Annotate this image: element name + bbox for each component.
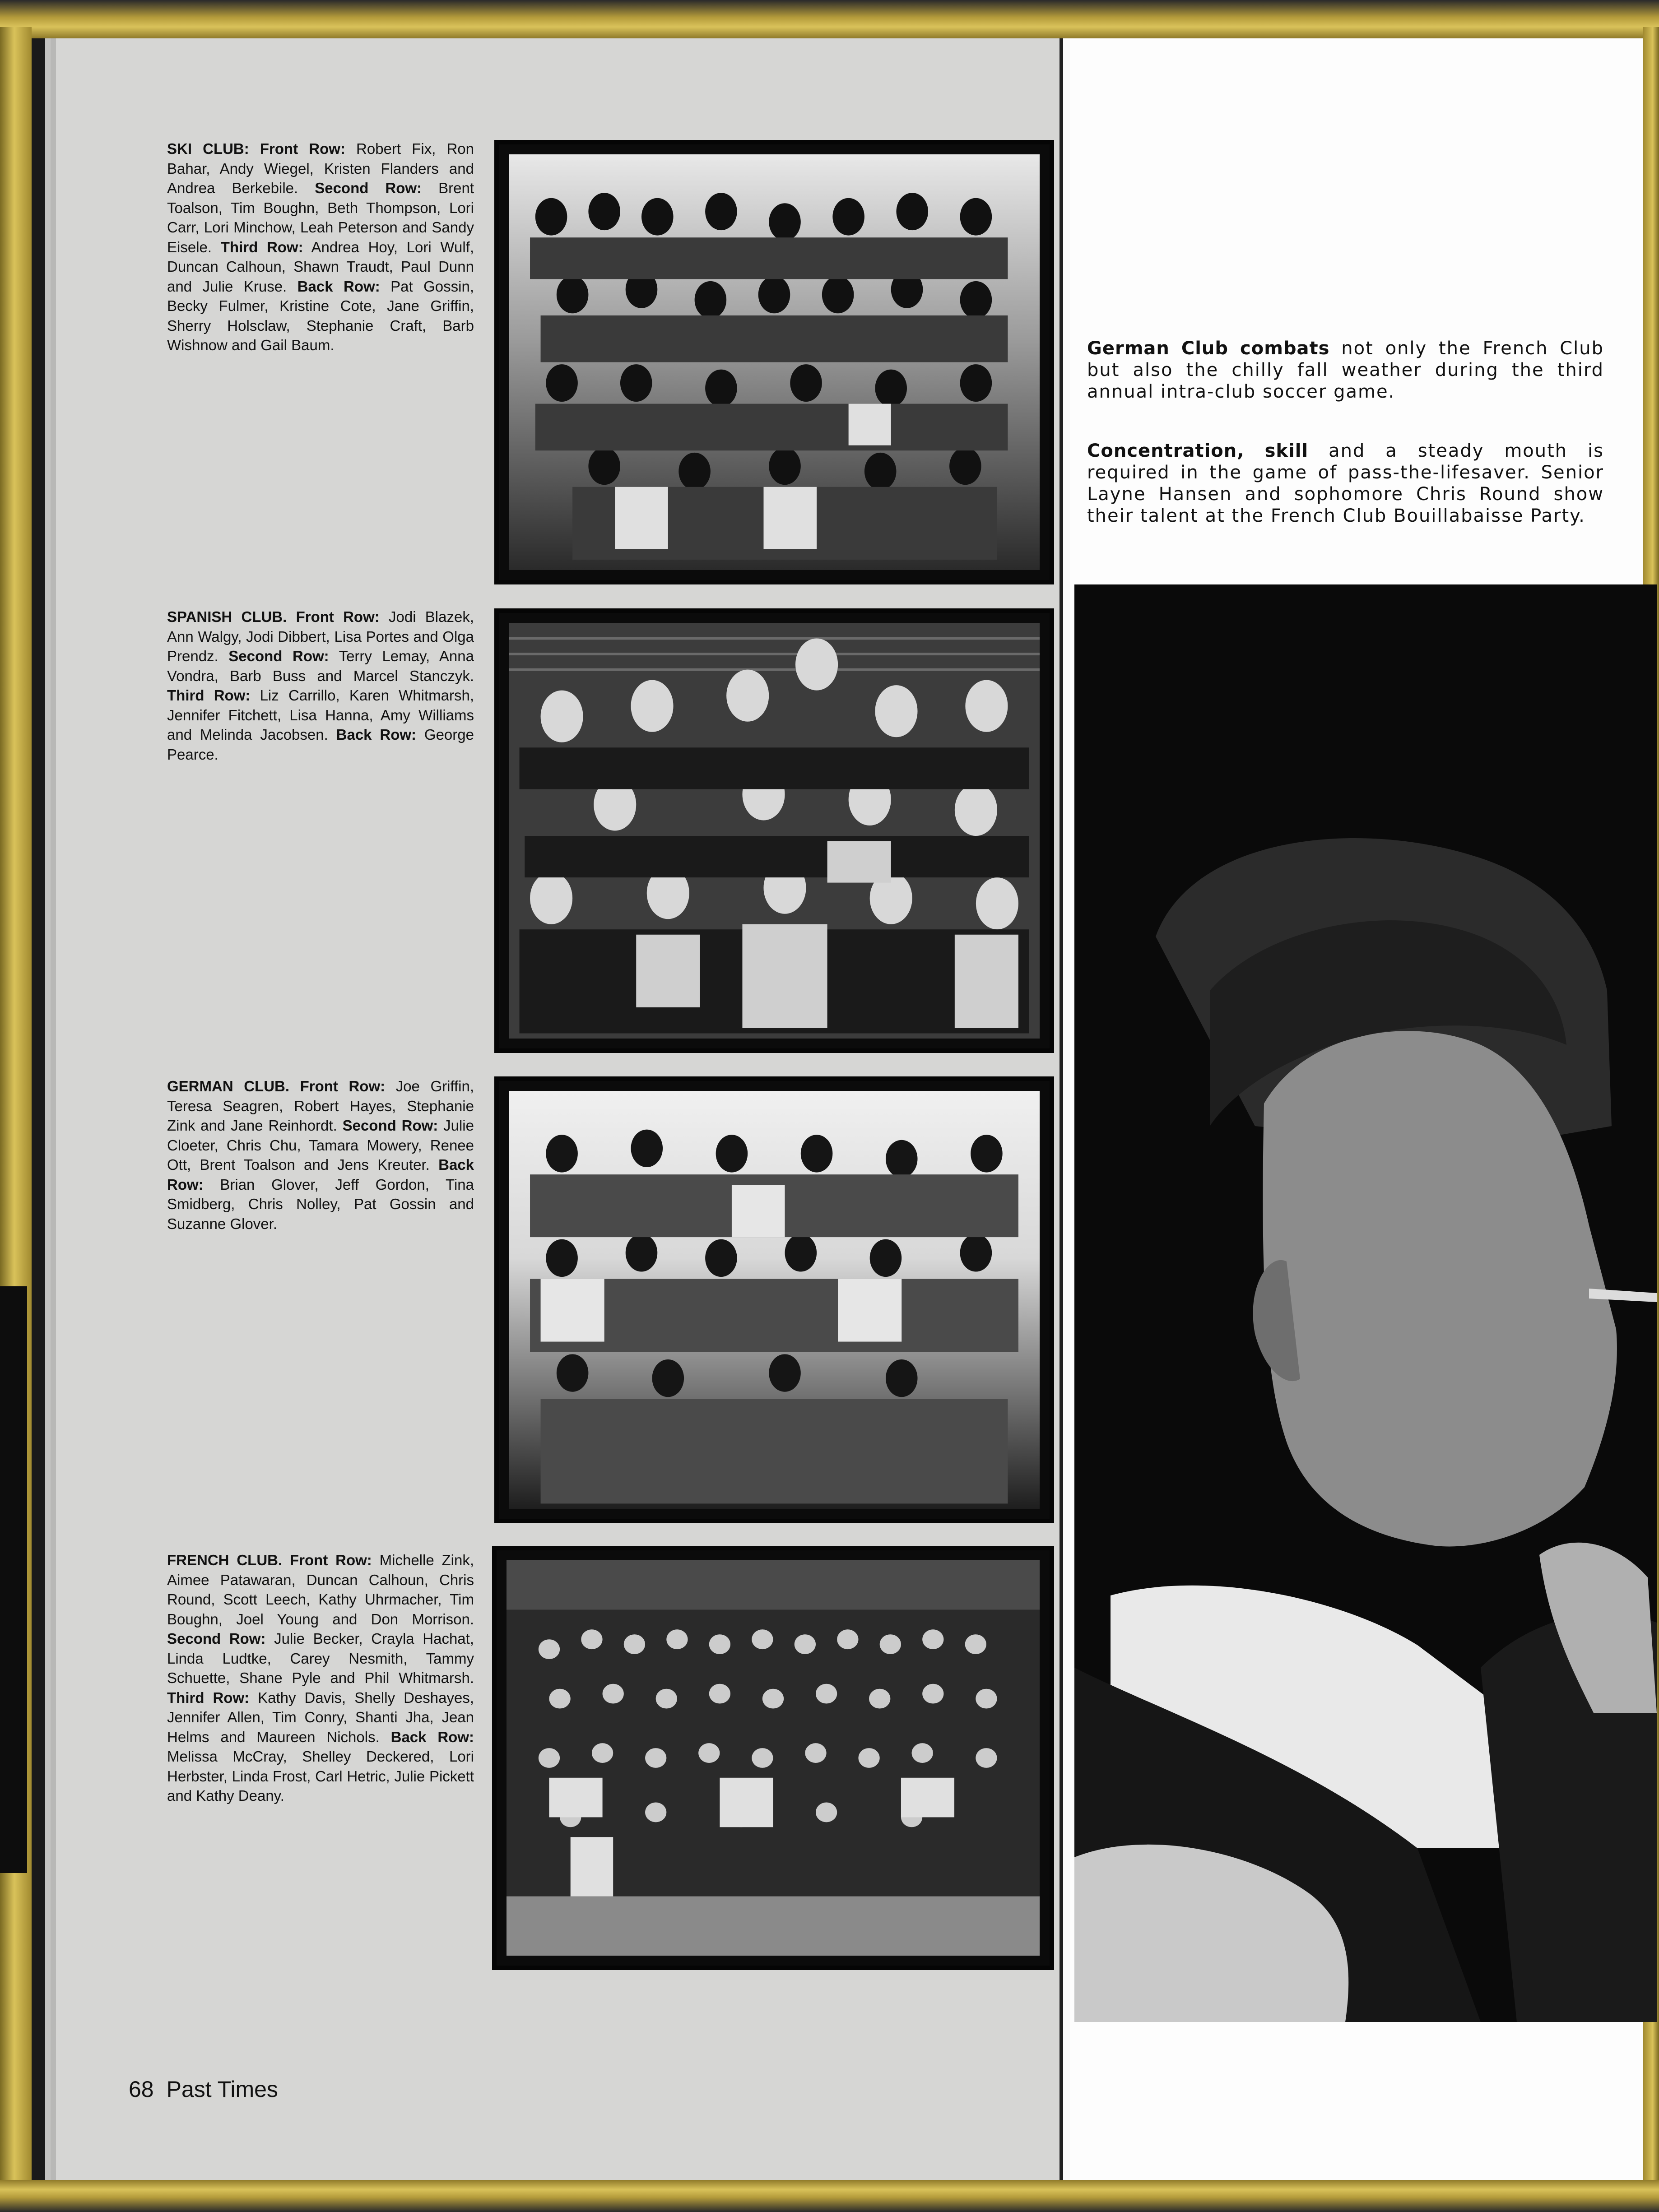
page-divider xyxy=(1060,38,1063,2180)
row-label: Third Row: xyxy=(167,687,251,704)
row-names: Julie Cloeter, Chris Chu, Tamara Mowery, Renee Ott, Brent Toalson and Jens Kreuter. xyxy=(167,1117,474,1173)
row-label: Third Row: xyxy=(167,1689,250,1706)
row-names: Kathy Davis, Shelly Deshayes, Jennifer Allen, Tim Conry, Shanti Jha, Jean Helms and Maureen Nichols. xyxy=(167,1689,474,1745)
club-name: SPANISH CLUB. xyxy=(167,608,287,625)
caption-lead: German Club combats xyxy=(1087,338,1330,359)
ski-club-photo xyxy=(494,140,1054,584)
binding-edge-bottom xyxy=(0,2180,1659,2212)
caption-lead: Concentration, skill xyxy=(1087,441,1309,461)
group-photo-image xyxy=(509,154,1040,570)
club-name: FRENCH CLUB. xyxy=(167,1552,283,1568)
spanish-club-photo xyxy=(494,608,1054,1053)
row-names: Michelle Zink, Aimee Patawaran, Duncan Calhoun, Chris Round, Scott Leech, Kathy Uhrmacher, Tim Boughn, Joel Young and Don Morrison. xyxy=(167,1552,474,1628)
french-club-photo xyxy=(492,1546,1054,1970)
row-names: Melissa McCray, Shelley Deckered, Lori Herbster, Linda Frost, Carl Hetric, Julie Pickett and Kathy Deany. xyxy=(167,1748,474,1804)
row-label: Back Row: xyxy=(390,1728,474,1745)
row-label: Second Row: xyxy=(315,180,422,196)
spanish-club-caption xyxy=(167,607,474,764)
group-photo-image xyxy=(509,1091,1040,1509)
pass-the-lifesaver-photo xyxy=(1074,584,1657,2022)
row-label: Second Row: xyxy=(167,1630,266,1647)
row-label: Back Row: xyxy=(336,726,417,743)
club-name: GERMAN CLUB. xyxy=(167,1078,290,1094)
group-photo-image xyxy=(509,623,1040,1039)
page-number: 68 xyxy=(129,2077,154,2102)
row-names: Brent Toalson, Tim Boughn, Beth Thompson, Lori Carr, Lori Minchow, Leah Peterson and Sandy Eisele. xyxy=(167,180,474,255)
binding-shadow xyxy=(0,1286,27,1873)
row-names: Jodi Blazek, Ann Walgy, Jodi Dibbert, Lisa Portes and Olga Prendz. xyxy=(167,608,474,664)
german-club-caption xyxy=(167,1076,474,1234)
row-names: Liz Carrillo, Karen Whitmarsh, Jennifer Fitchett, Lisa Hanna, Amy Williams and Melinda Jacobsen. xyxy=(167,687,474,743)
row-label: Back Row: xyxy=(297,278,380,295)
row-names: Pat Gossin, Becky Fulmer, Kristine Cote, Jane Griffin, Sherry Holsclaw, Stephanie Craft, Barb Wishnow and Gail Baum. xyxy=(167,278,474,353)
row-names: Julie Becker, Crayla Hachat, Linda Ludtke, Carey Nesmith, Tammy Schuette, Shane Pyle and Phil Whitmarsh. xyxy=(167,1630,474,1686)
concentration-caption xyxy=(1087,440,1604,527)
row-label: Front Row: xyxy=(260,140,345,157)
french-club-caption xyxy=(167,1550,474,1806)
ski-club-caption xyxy=(167,139,474,355)
row-names: Robert Fix, Ron Bahar, Andy Wiegel, Kristen Flanders and Andrea Berkebile. xyxy=(167,140,474,196)
club-name: SKI CLUB: xyxy=(167,140,249,157)
section-title: Past Times xyxy=(166,2077,278,2102)
row-label: Front Row: xyxy=(300,1078,386,1094)
row-label: Second Row: xyxy=(342,1117,438,1134)
binding-edge-top xyxy=(0,0,1659,38)
portrait-photo-image xyxy=(1074,584,1657,2022)
row-names: George Pearce. xyxy=(167,726,474,763)
row-label: Front Row: xyxy=(296,608,380,625)
row-label: Front Row: xyxy=(290,1552,372,1568)
german-club-photo xyxy=(494,1076,1054,1523)
row-names: Joe Griffin, Teresa Seagren, Robert Hayes, Stephanie Zink and Jane Reinhordt. xyxy=(167,1078,474,1134)
row-label: Back Row: xyxy=(167,1156,474,1193)
row-names: Brian Glover, Jeff Gordon, Tina Smidberg, Chris Nolley, Pat Gossin and Suzanne Glover. xyxy=(167,1176,474,1232)
caption-text: and a steady mouth is required in the game of pass-the-lifesaver. Senior Layne Hansen and sophomore Chris Round show their talent at the French Club Bouillabaisse Party. xyxy=(1087,441,1604,526)
german-club-combats-caption xyxy=(1087,338,1604,403)
row-names: Terry Lemay, Anna Vondra, Barb Buss and Marcel Stanczyk. xyxy=(167,648,474,684)
row-label: Third Row: xyxy=(220,238,303,255)
group-photo-image xyxy=(507,1560,1040,1956)
row-label: Second Row: xyxy=(228,648,329,664)
caption-text: not only the French Club but also the chilly fall weather during the third annual intra-club soccer game. xyxy=(1087,338,1604,402)
page-footer xyxy=(129,2076,278,2102)
row-names: Andrea Hoy, Lori Wulf, Duncan Calhoun, Shawn Traudt, Paul Dunn and Julie Kruse. xyxy=(167,238,474,295)
